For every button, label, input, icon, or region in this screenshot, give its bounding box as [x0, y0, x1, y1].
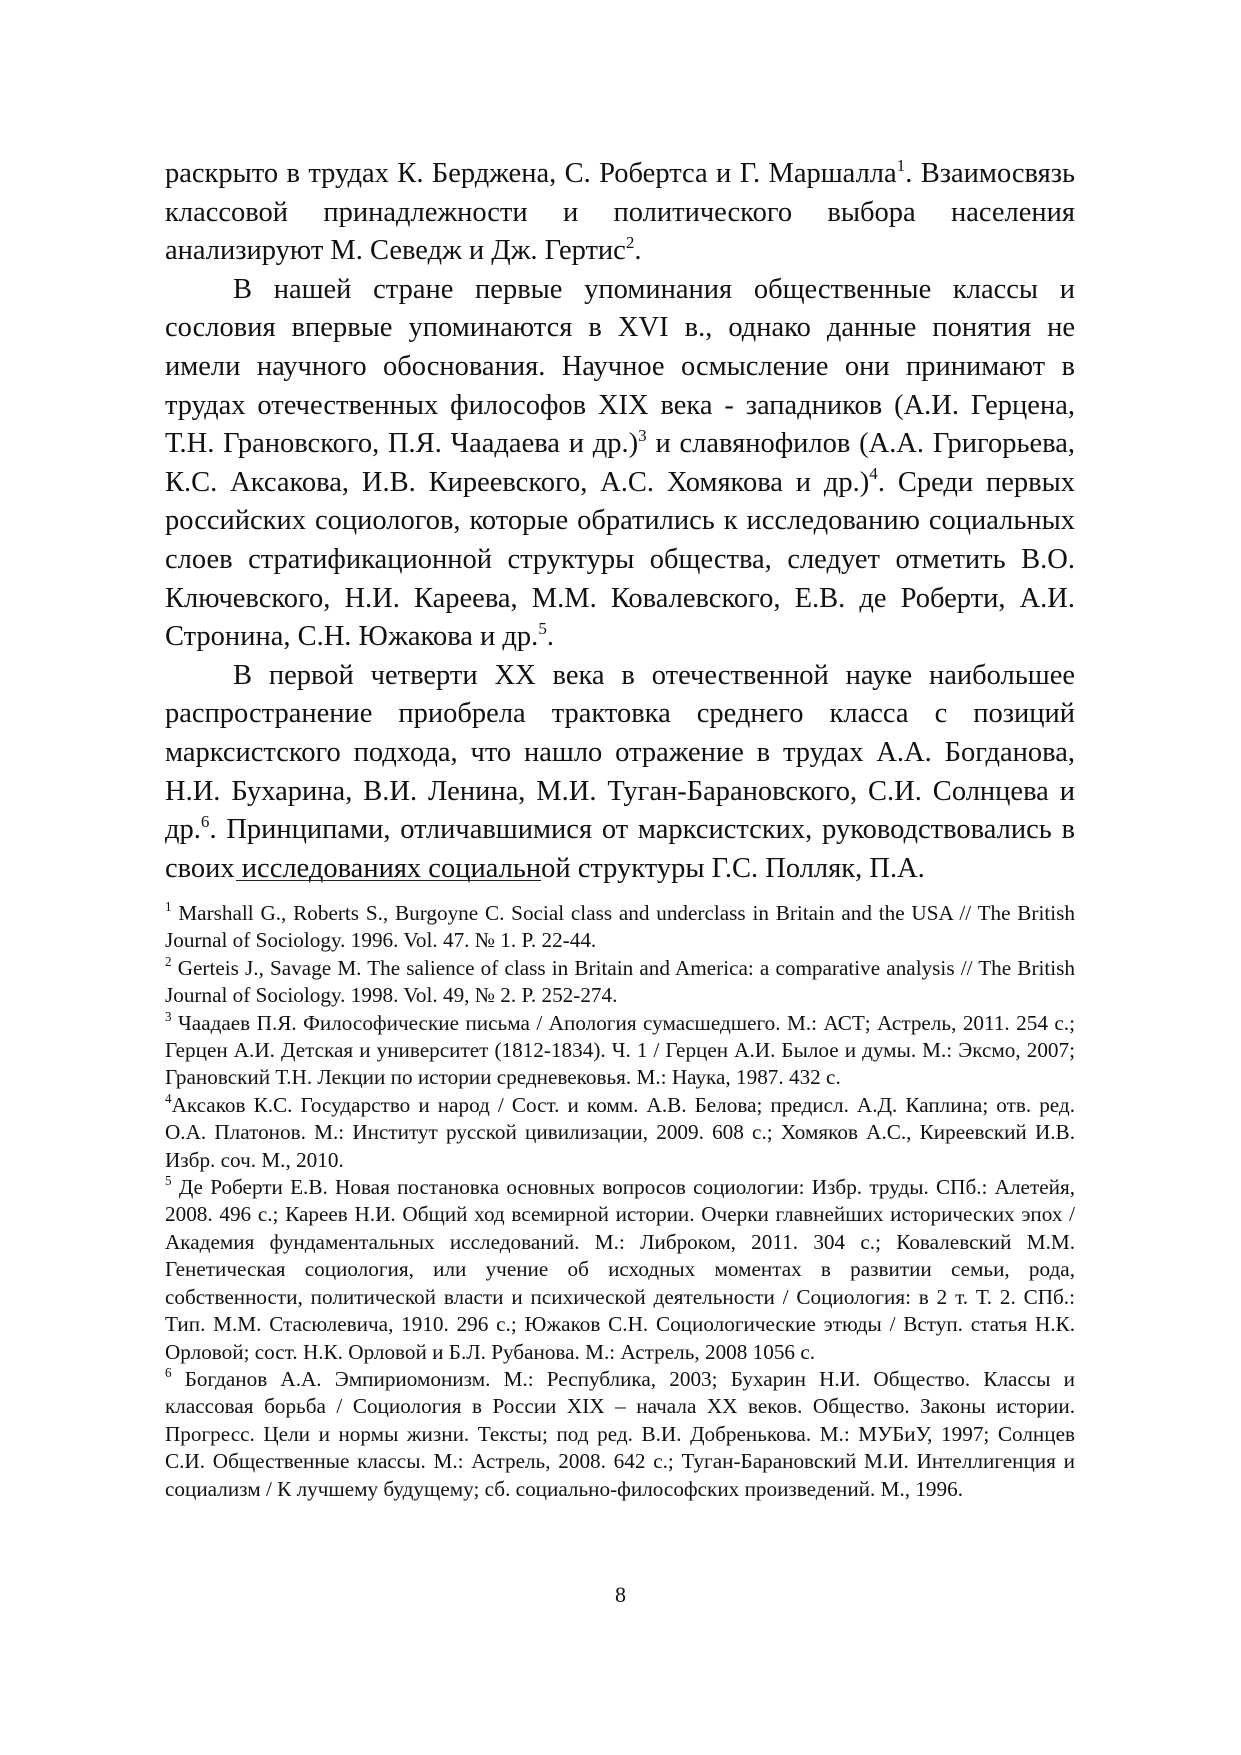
footnote-2: $^2$ Gerteis J., Savage M. The salience of class in Britain and America: a comparative analysis // The British Journal of Sociology. 1998. Vol. 49, № 2. P. 252-274. [165, 954, 1075, 1008]
footnote-1: $^1$ Marshall G., Roberts S., Burgoyne C. Social class and underclass in Britain and the USA // The British Journal of Sociology. 1996. Vol. 47. № 1. P. 22-44. [165, 899, 1075, 953]
footnote-ref-2: 2 [625, 232, 635, 252]
footnote-separator [236, 880, 541, 881]
page-number: 8 [615, 1582, 626, 1607]
footnote-ref-3: 3 [638, 425, 647, 445]
paragraph-2: В нашей стране первые упоминания общественные классы и сословия впервые упоминаются в XVI в., однако данные понятия не имели научного обоснования. Научное осмысление они принимают в трудах отечественных философов XIX века - западников (А.И. Герцена, Т.Н. Грановского, П.Я. Чаадаева и др.)$^3$ и славянофилов (А.А. Григорьева, К.С. Аксакова, И.В. Киреевского, А.С. Хомякова и др.)$^4$. Среди первых российских социологов, которые обратились к исследованию социальных слоев стратификационной структуры общества, следует отметить В.О. Ключевского, Н.И. Кареева, М.М. Ковалевского, Е.В. де Роберти, А.И. Стронина, С.Н. Южакова и др.$^5$. [165, 273, 1075, 653]
body-text [165, 155, 1075, 888]
footnote-ref-4: 4 [869, 464, 878, 484]
footnotes [165, 900, 1075, 1503]
footnote-ref-5: 5 [538, 618, 547, 638]
footnote-4: $^4$Аксаков К.С. Государство и народ / Сост. и комм. А.В. Белова; предисл. А.Д. Каплина; отв. ред. О.А. Платонов. М.: Институт русской цивилизации, 2009. 608 с.; Хомяков А.С., Киреевский И.В. Избр. соч. М., 2010. [165, 1091, 1075, 1172]
footnote-ref-1: 1 [896, 155, 906, 175]
footnote-ref-6: 6 [200, 811, 210, 831]
footnote-3: $^3$ Чаадаев П.Я. Философические письма / Апология сумасшедшего. М.: АСТ; Астрель, 2011. 254 с.; Герцен А.И. Детская и университет (1812-1834). Ч. 1 / Герцен А.И. Былое и думы. М.: Эксмо, 2007; Грановский Т.Н. Лекции по истории средневековья. М.: Наука, 1987. 432 с. [165, 1008, 1075, 1090]
paragraph-3: В первой четверти XX века в отечественной науке наибольшее распространение приобрела трактовка среднего класса с позиций марксистского подхода, что нашло отражение в трудах А.А. Богданова, Н.И. Бухарина, В.И. Ленина, М.И. Туган-Барановского, С.И. Солнцева и др.$^6$. Принципами, отличавшимися от марксистских, руководствовались в своих исследованиях социальной структуры Г.С. Полляк, П.А. [165, 659, 1075, 884]
paragraph-1: раскрыто в трудах К. Берджена, С. Робертса и Г. Маршалла$^1$. Взаимосвязь классовой принадлежности и политического выбора населения анализируют М. Севедж и Дж. Гертис$^2$. [165, 155, 1076, 267]
footnote-5: $^5$ Де Роберти Е.В. Новая постановка основных вопросов социологии: Избр. труды. СПб.: Алетейя, 2008. 496 с.; Кареев Н.И. Общий ход всемирной истории. Очерки главнейших исторических эпох / Академия фундаментальных исследований. М.: Либроком, 2011. 304 с.; Ковалевский М.М. Генетическая социология, или учение об исходных моментах в развитии семьи, рода, собственности, политической власти и психической деятельности / Социология: в 2 т. Т. 2. СПб.: Тип. М.М. Стасюлевича, 1910. 296 с.; Южаков С.Н. Социологические этюды / Вступ. статья Н.К. Орловой; сост. Н.К. Орловой и Б.Л. Рубанова. М.: Астрель, 2008 1056 с. [165, 1173, 1075, 1364]
footnote-6: $^6$ Богданов А.А. Эмпириомонизм. М.: Республика, 2003; Бухарин Н.И. Общество. Классы и классовая борьба / Социология в России XIX – начала XX веков. Общество. Законы истории. Прогресс. Цели и нормы жизни. Тексты; под ред. В.И. Добренькова. М.: МУБиУ, 1997; Солнцев С.И. Общественные классы. М.: Астрель, 2008. 642 с.; Туган-Барановский М.И. Интеллигенция и социализм / К лучшему будущему; сб. социально-философских произведений. М., 1996. [165, 1365, 1075, 1501]
